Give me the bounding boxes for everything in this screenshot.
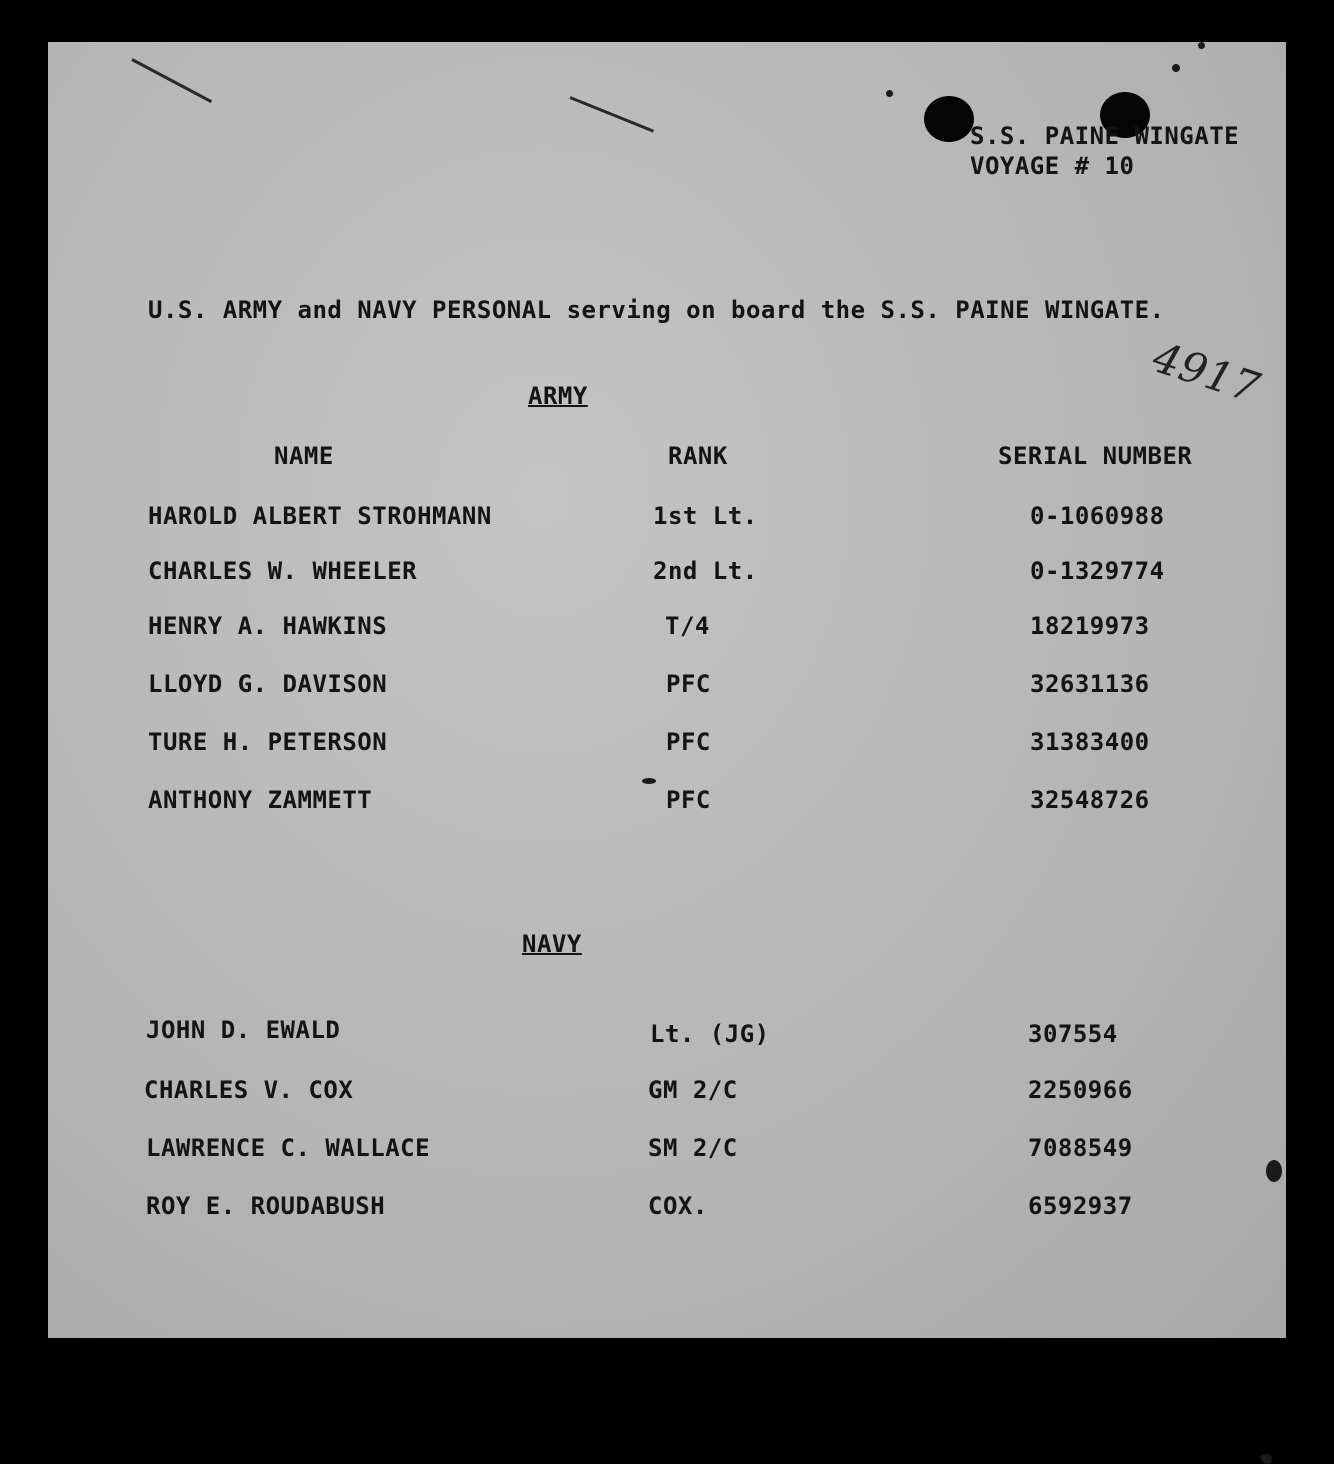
army-row-1-name: HAROLD ALBERT STROHMANN (148, 502, 492, 530)
navy-section-label: NAVY (522, 930, 582, 958)
column-header-rank: RANK (668, 442, 728, 470)
army-row-1-rank: 1st Lt. (653, 502, 758, 530)
document-page (48, 42, 1286, 1338)
army-row-5-serial: 31383400 (1030, 728, 1150, 756)
army-row-3-rank: T/4 (665, 612, 710, 640)
army-row-4-serial: 32631136 (1030, 670, 1150, 698)
ink-speck (1262, 1454, 1272, 1464)
army-section-label: ARMY (528, 382, 588, 410)
army-row-3-serial: 18219973 (1030, 612, 1150, 640)
army-row-6-name: ANTHONY ZAMMETT (148, 786, 373, 814)
ink-speck (1266, 1160, 1282, 1182)
ink-speck (642, 778, 656, 784)
navy-row-1-serial: 307554 (1028, 1020, 1118, 1048)
column-header-name: NAME (274, 442, 334, 470)
navy-row-2-serial: 2250966 (1028, 1076, 1133, 1104)
column-header-serial: SERIAL NUMBER (998, 442, 1193, 470)
navy-row-4-serial: 6592937 (1028, 1192, 1133, 1220)
ink-speck (1198, 42, 1205, 49)
punch-hole-left (924, 96, 974, 142)
navy-row-4-rank: COX. (648, 1192, 708, 1220)
handwritten-note: 4917 (1147, 332, 1266, 413)
army-row-3-name: HENRY A. HAWKINS (148, 612, 388, 640)
navy-row-3-rank: SM 2/C (648, 1134, 738, 1162)
document-title: U.S. ARMY and NAVY PERSONAL serving on board the S.S. PAINE WINGATE. (148, 296, 1165, 324)
army-row-2-rank: 2nd Lt. (653, 557, 758, 585)
ink-speck (886, 90, 893, 97)
navy-row-2-name: CHARLES V. COX (144, 1076, 354, 1104)
army-row-5-name: TURE H. PETERSON (148, 728, 388, 756)
navy-row-4-name: ROY E. ROUDABUSH (146, 1192, 386, 1220)
navy-row-3-name: LAWRENCE C. WALLACE (146, 1134, 431, 1162)
army-row-6-serial: 32548726 (1030, 786, 1150, 814)
army-row-4-name: LLOYD G. DAVISON (148, 670, 388, 698)
navy-row-1-name: JOHN D. EWALD (146, 1016, 341, 1044)
army-row-2-serial: 0-1329774 (1030, 557, 1165, 585)
army-row-1-serial: 0-1060988 (1030, 502, 1165, 530)
voyage-number-header: VOYAGE # 10 (970, 152, 1135, 180)
army-row-2-name: CHARLES W. WHEELER (148, 557, 418, 585)
scratch-mark (569, 96, 654, 132)
ship-name-header: S.S. PAINE WINGATE (970, 122, 1240, 150)
ink-speck (1172, 64, 1180, 72)
army-row-4-rank: PFC (666, 670, 711, 698)
scratch-mark (131, 58, 212, 103)
army-row-5-rank: PFC (666, 728, 711, 756)
navy-row-2-rank: GM 2/C (648, 1076, 738, 1104)
navy-row-3-serial: 7088549 (1028, 1134, 1133, 1162)
army-row-6-rank: PFC (666, 786, 711, 814)
navy-row-1-rank: Lt. (JG) (650, 1020, 770, 1048)
